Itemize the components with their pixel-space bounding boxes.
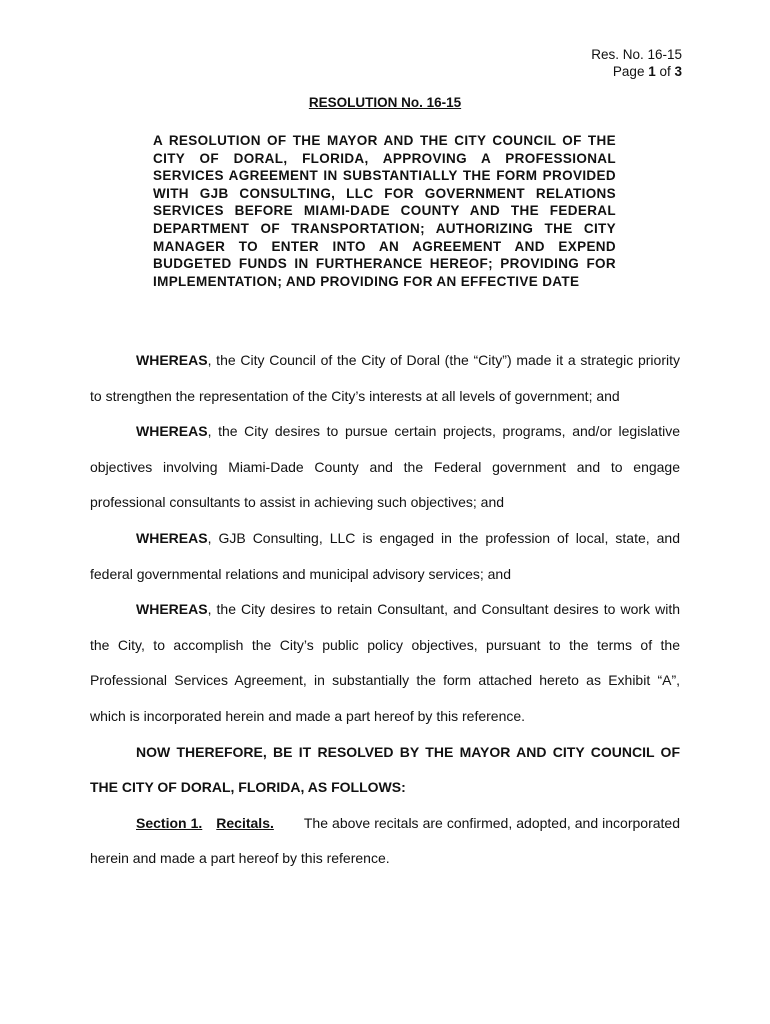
section-1-heading: Recitals. bbox=[216, 814, 274, 831]
page-indicator bbox=[591, 63, 682, 80]
resolved-text: NOW THEREFORE, BE IT RESOLVED BY THE MAYOR AND CITY COUNCIL OF THE CITY OF DORAL, FLORIDA, AS FOLLOWS: bbox=[90, 743, 680, 796]
section-1-number: Section 1. bbox=[136, 814, 203, 831]
page-number: 1 bbox=[648, 64, 656, 79]
resolution-number: Res. No. 16-15 bbox=[591, 47, 682, 62]
whereas-lead: WHEREAS bbox=[136, 423, 208, 440]
page-prefix: Page bbox=[612, 64, 649, 79]
page-of: of bbox=[655, 64, 675, 79]
whereas-lead: WHEREAS bbox=[136, 601, 208, 618]
whereas-text: , the City desires to pursue certain projects, programs, and/or legislative objectives involving Miami-Dade County and the Federal government and to engage professional consultants to assist in achieving such objectives; and bbox=[90, 423, 680, 511]
whereas-clause-4 bbox=[90, 592, 680, 734]
section-1-text: The above recitals are confirmed, adopted, and incorporated herein and made a part hereof by this reference. bbox=[90, 814, 680, 867]
section-1 bbox=[90, 806, 680, 877]
whereas-lead: WHEREAS bbox=[136, 352, 208, 368]
whereas-clause-1 bbox=[90, 343, 680, 414]
resolution-title: RESOLUTION No. 16-15 bbox=[308, 95, 462, 110]
page-total: 3 bbox=[674, 64, 682, 79]
whereas-lead: WHEREAS bbox=[136, 529, 208, 546]
whereas-text: , the City desires to retain Consultant, and Consultant desires to work with the City, to accomplish the City’s public policy objectives, pursuant to the terms of the Professional Services Agreement, in substantially the form attached hereto as Exhibit “A”, which is incorporated herein and made a part hereof by this reference. bbox=[90, 601, 680, 724]
whereas-text: , the City Council of the City of Doral (the “City”) made it a strategic priority to strengthen the representation of the City’s interests at all levels of government; and bbox=[90, 352, 680, 404]
resolved-clause bbox=[90, 735, 680, 806]
whereas-clause-2 bbox=[90, 414, 680, 521]
resolution-body bbox=[90, 343, 680, 877]
resolution-caption: A RESOLUTION OF THE MAYOR AND THE CITY COUNCIL OF THE CITY OF DORAL, FLORIDA, APPROVING A PROFESSIONAL SERVICES AGREEMENT IN SUBSTANTIALLY THE FORM PROVIDED WITH GJB CONSULTING, LLC FOR GOVERNMENT RELATIONS SERVICES BEFORE MIAMI-DADE COUNTY AND THE FEDERAL DEPARTMENT OF TRANSPORTATION; AUTHORIZING THE CITY MANAGER TO ENTER INTO AN AGREEMENT AND EXPEND BUDGETED FUNDS IN FURTHERANCE HEREOF; PROVIDING FOR IMPLEMENTATION; AND PROVIDING FOR AN EFFECTIVE DATE bbox=[153, 133, 616, 289]
whereas-clause-3 bbox=[90, 521, 680, 592]
page-header bbox=[591, 46, 682, 80]
whereas-text: , GJB Consulting, LLC is engaged in the profession of local, state, and federal governmental relations and municipal advisory services; and bbox=[90, 529, 680, 582]
